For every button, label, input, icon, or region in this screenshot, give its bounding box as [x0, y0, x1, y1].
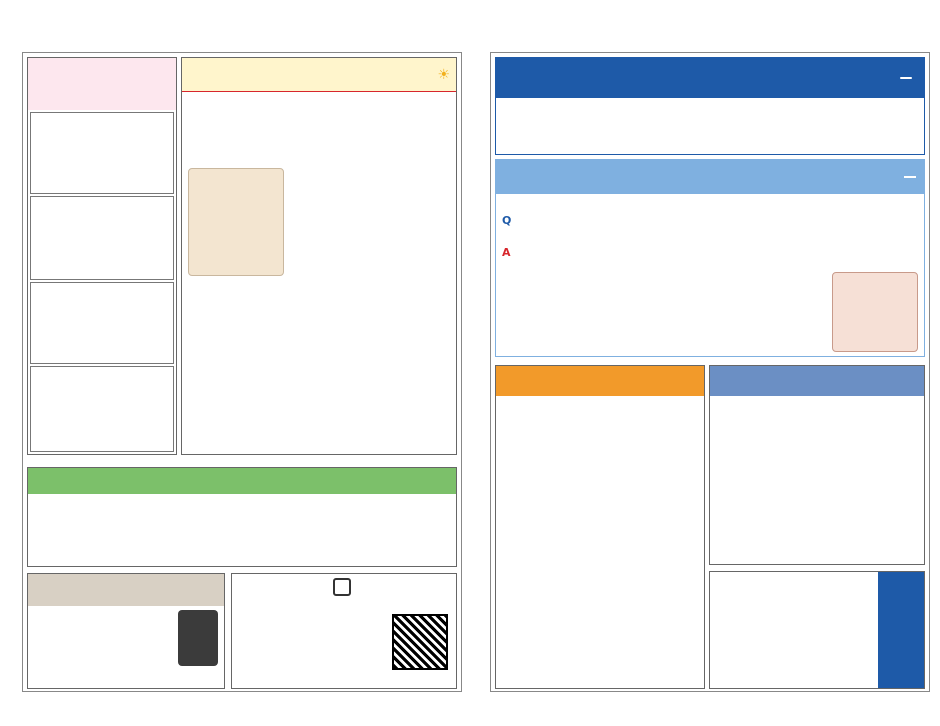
book-cover-illustration: [178, 610, 218, 666]
senryu-section: [709, 365, 925, 565]
answer-marker: A: [502, 246, 511, 259]
tsushin-issue: [900, 77, 912, 79]
natto-banner: [28, 468, 456, 494]
manga-panel-1: [30, 112, 174, 194]
manga-panel-2: [30, 196, 174, 280]
tonari-banner: [28, 574, 224, 606]
josei-section: [495, 365, 705, 689]
josei-banner: [496, 366, 704, 396]
office-logo-icon: [333, 578, 351, 596]
shitte-section: [709, 571, 925, 689]
mailbox-illustration: [832, 272, 918, 352]
tsushin-section: [495, 57, 925, 155]
question-marker: Q: [502, 214, 512, 227]
senryu-banner: [710, 366, 924, 396]
office-section: [231, 573, 457, 689]
left-page: [22, 52, 462, 692]
sharoushi-banner: [496, 160, 924, 194]
hint-body: [190, 112, 448, 450]
sharoushi-section: [495, 159, 925, 357]
tonari-section: [27, 573, 225, 689]
manga-header: [28, 58, 176, 110]
tsushin-banner: [496, 58, 924, 98]
qr-code[interactable]: [392, 614, 448, 670]
hint-banner: [182, 58, 456, 92]
shitte-banner: [878, 572, 924, 688]
manga-panel-4: [30, 366, 174, 452]
sharoushi-subtitle: [904, 176, 916, 178]
natto-section: [27, 467, 457, 567]
right-page: [490, 52, 930, 692]
hint-section: [181, 57, 457, 455]
manga-panel-3: [30, 282, 174, 364]
shitte-body: [716, 578, 872, 682]
senryu-verse: [718, 402, 916, 556]
lightbulb-icon: ☀: [437, 66, 450, 83]
manga-section: [27, 57, 177, 455]
office-logo: [232, 578, 456, 596]
